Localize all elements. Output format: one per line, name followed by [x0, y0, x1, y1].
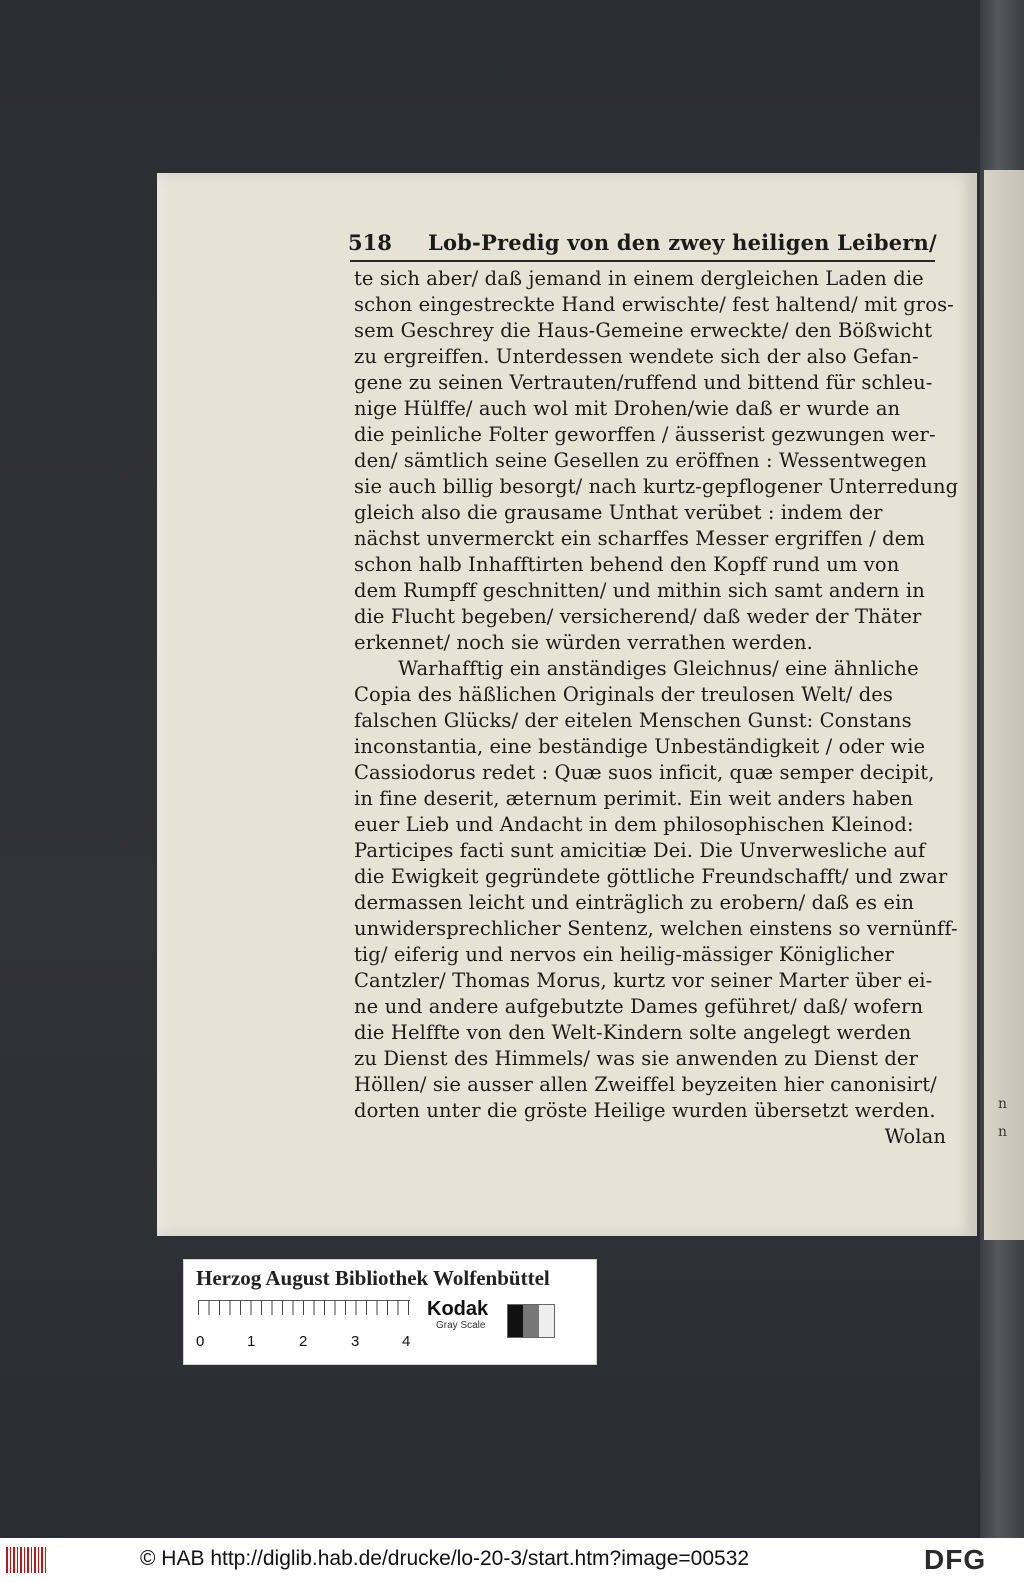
running-header	[348, 226, 938, 258]
gray-scale-label: Gray Scale	[436, 1320, 486, 1331]
text-line: in fine deserit, æternum perimit. Ein weit anders haben	[354, 787, 914, 810]
ruler-number: 1	[247, 1333, 256, 1350]
text-line: die Ewigkeit gegründete göttliche Freundschafft/ und zwar	[354, 865, 948, 888]
text-line: die Flucht begeben/ versicherend/ daß weder der Thäter	[354, 605, 922, 628]
text-line: falschen Glücks/ der eitelen Menschen Gunst: Constans	[354, 709, 912, 732]
library-name: Herzog August Bibliothek Wolfenbüttel	[196, 1266, 550, 1290]
copyright-link[interactable]: © HAB http://diglib.hab.de/drucke/lo-20-3/start.htm?image=00532	[140, 1547, 750, 1570]
text-line: ne und andere aufgebutzte Dames geführet/ daß/ wofern	[354, 995, 924, 1018]
ruler-number: 0	[196, 1333, 205, 1350]
text-line: sie auch billig besorgt/ nach kurtz-gepflogener Unterredung	[354, 475, 959, 498]
body-text	[354, 266, 959, 1150]
catchword: Wolan	[884, 1125, 946, 1148]
text-line: gleich also die grausame Unthat verübet : indem der	[354, 501, 883, 524]
scale-ruler	[196, 1300, 411, 1350]
text-line: die Helffte von den Welt-Kindern solte angelegt werden	[354, 1021, 912, 1044]
text-line: nächst unvermerckt ein scharffes Messer ergriffen / dem	[354, 527, 925, 550]
text-line: erkennet/ noch sie würden verrathen werden.	[354, 631, 813, 654]
text-line: unwidersprechlicher Sentenz, welchen einstens so vernünff-	[354, 917, 958, 940]
text-line: euer Lieb und Andacht in dem philosophischen Kleinod:	[354, 813, 914, 836]
ruler-number: 2	[299, 1333, 308, 1350]
text-line: inconstantia, eine beständige Unbeständigkeit / oder wie	[354, 735, 926, 758]
next-leaf-fragment: n	[998, 1124, 1008, 1140]
kodak-logo: Kodak	[427, 1298, 489, 1320]
text-line: schon halb Inhafftirten behend den Kopff rund um von	[354, 553, 900, 576]
swatch-gray	[523, 1305, 538, 1337]
text-line: gene zu seinen Vertrauten/ruffend und bittend für schleu-	[354, 371, 933, 394]
text-line: Copia des häßlichen Originals der treulosen Welt/ des	[354, 683, 894, 706]
footer-bar	[0, 1538, 1024, 1582]
color-calibration-card	[183, 1259, 597, 1365]
text-line: nige Hülffe/ auch wol mit Drohen/wie daß er wurde an	[354, 397, 901, 420]
text-line: zu Dienst des Himmels/ was sie anwenden zu Dienst der	[354, 1047, 918, 1070]
text-line: dem Rumpff geschnitten/ und mithin sich samt andern in	[354, 579, 925, 602]
running-head: Lob-Predig von den zwey heiligen Leibern/	[428, 230, 937, 255]
dfg-logo: DFG	[924, 1544, 987, 1575]
text-line: schon eingestreckte Hand erwischte/ fest haltend/ mit gros-	[354, 293, 954, 316]
text-line: tig/ eiferig und nervos ein heilig-mässiger Königlicher	[354, 943, 894, 966]
text-line: sem Geschrey die Haus-Gemeine erweckte/ den Bößwicht	[354, 319, 933, 342]
swatch-black	[508, 1305, 523, 1337]
swatch-white	[539, 1305, 554, 1337]
text-line: Cantzler/ Thomas Morus, kurtz vor seiner Marter über ei-	[354, 969, 933, 992]
next-leaf-fragment: n	[998, 1096, 1008, 1112]
text-line: dorten unter die gröste Heilige wurden übersetzt werden.	[354, 1099, 936, 1122]
text-line: zu ergreiffen. Unterdessen wendete sich der also Gefan-	[354, 345, 919, 368]
page-number: 518	[348, 230, 392, 255]
text-line: Höllen/ sie ausser allen Zweiffel beyzeiten hier canonisirt/	[354, 1073, 937, 1096]
next-leaf-edge	[984, 170, 1024, 1240]
gray-swatches	[507, 1304, 555, 1338]
text-line: Cassiodorus redet : Quæ suos inficit, quæ semper decipit,	[354, 761, 935, 784]
next-leaf-text	[998, 1090, 1007, 1146]
text-line: den/ sämtlich seine Gesellen zu eröffnen : Wessentwegen	[354, 449, 927, 472]
text-line: Warhafftig ein anständiges Gleichnus/ eine ähnliche	[398, 657, 919, 680]
barcode-icon	[6, 1547, 48, 1573]
ruler-number: 3	[351, 1333, 360, 1350]
header-rule	[350, 260, 935, 262]
text-line: die peinliche Folter geworffen / äusserist gezwungen wer-	[354, 423, 936, 446]
text-line: Participes facti sunt amicitiæ Dei. Die Unverwesliche auf	[354, 839, 926, 862]
text-line: dermassen leicht und einträglich zu erobern/ daß es ein	[354, 891, 915, 914]
text-line: te sich aber/ daß jemand in einem dergleichen Laden die	[354, 267, 924, 290]
ruler-number: 4	[402, 1333, 411, 1350]
